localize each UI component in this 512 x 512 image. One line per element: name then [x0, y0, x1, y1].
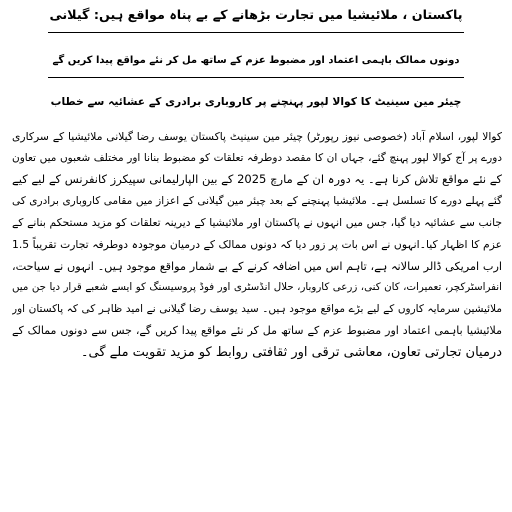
body-line: گئے پہلے دورے کا تسلسل ہے۔ ملائیشیا پہنچنے کے بعد چیئر مین گیلانی کے اعزاز میں مقامی کاروباری برادری کی: [12, 194, 502, 207]
headline-tertiary-text: چیئر مین سینیٹ کا کوالا لپور پہنچنے پر کاروباری برادری کے عشائیہ سے خطاب: [50, 95, 462, 108]
headline-tertiary: [48, 90, 464, 113]
body-line: درمیان تجارتی تعاون، معاشی ترقی اور ثقافتی روابط کو مزید تقویت ملے گی۔: [80, 344, 502, 360]
article-body: [12, 126, 502, 364]
body-line: کوالا لپور، اسلام آباد (خصوصی نیوز رپورٹر) چیئر مین سینیٹ پاکستان یوسف رضا گیلانی ملائیشیا کے سرکاری: [12, 130, 502, 143]
headline-sub: [48, 47, 464, 72]
body-line: عزم کا اظہار کیا۔انہوں نے اس بات پر زور دیا کہ دونوں ممالک کے درمیان موجودہ دوطرفہ تجارت تقریباً 1.5: [12, 237, 502, 251]
headline-divider: [48, 77, 464, 78]
headline-main-text: پاکستان ، ملائیشیا میں تجارت بڑھانے کے بے پناہ مواقع ہیں: گیلانی: [49, 8, 463, 23]
headline-divider: [48, 32, 464, 33]
body-line: انفراسٹرکچر، تعمیرات، کان کنی، زرعی کاروبار، حلال انڈسٹری اور فوڈ پروسیسنگ کو ایسے شعبے قرار دیا جن میں: [12, 281, 502, 294]
headline-main: [48, 3, 464, 27]
body-line: ارب امریکی ڈالر سالانہ ہے، تاہم اس میں اضافہ کرنے کے بے شمار مواقع موجود ہیں۔ انہوں نے سیاحت،: [12, 259, 502, 273]
body-line: کے نئے مواقع تلاش کرنا ہے۔ یہ دورہ ان کے مارچ 2025 کے بین الپارلیمانی سپیکرز کانفرنس کے لیے کیے: [12, 172, 502, 187]
body-line: ملائیشیا باہمی اعتماد اور مضبوط عزم کے ساتھ مل کر نئے مواقع پیدا کریں گے، جس سے دونوں ممالک کے: [12, 324, 502, 338]
body-line: ملائیشین سرمایہ کاروں کے لیے بڑے مواقع موجود ہیں۔ سید یوسف رضا گیلانی نے امید ظاہر کی کہ پاکستان اور: [12, 302, 502, 315]
body-line: دورے پر آج کوالا لپور پہنچ گئے، جہاں ان کا مقصد دوطرفہ تعلقات کو مضبوط بنانا اور مختلف شعبوں میں تعاون: [12, 151, 502, 164]
body-line: جانب سے عشائیہ دیا گیا، جس میں انہوں نے پاکستان اور ملائیشیا کے دیرینہ تعلقات کو مزید مستحکم بنانے کے: [12, 216, 502, 230]
headline-sub-text: دونوں ممالک باہمی اعتماد اور مضبوط عزم کے ساتھ مل کر نئے مواقع پیدا کریں گے: [52, 55, 460, 66]
